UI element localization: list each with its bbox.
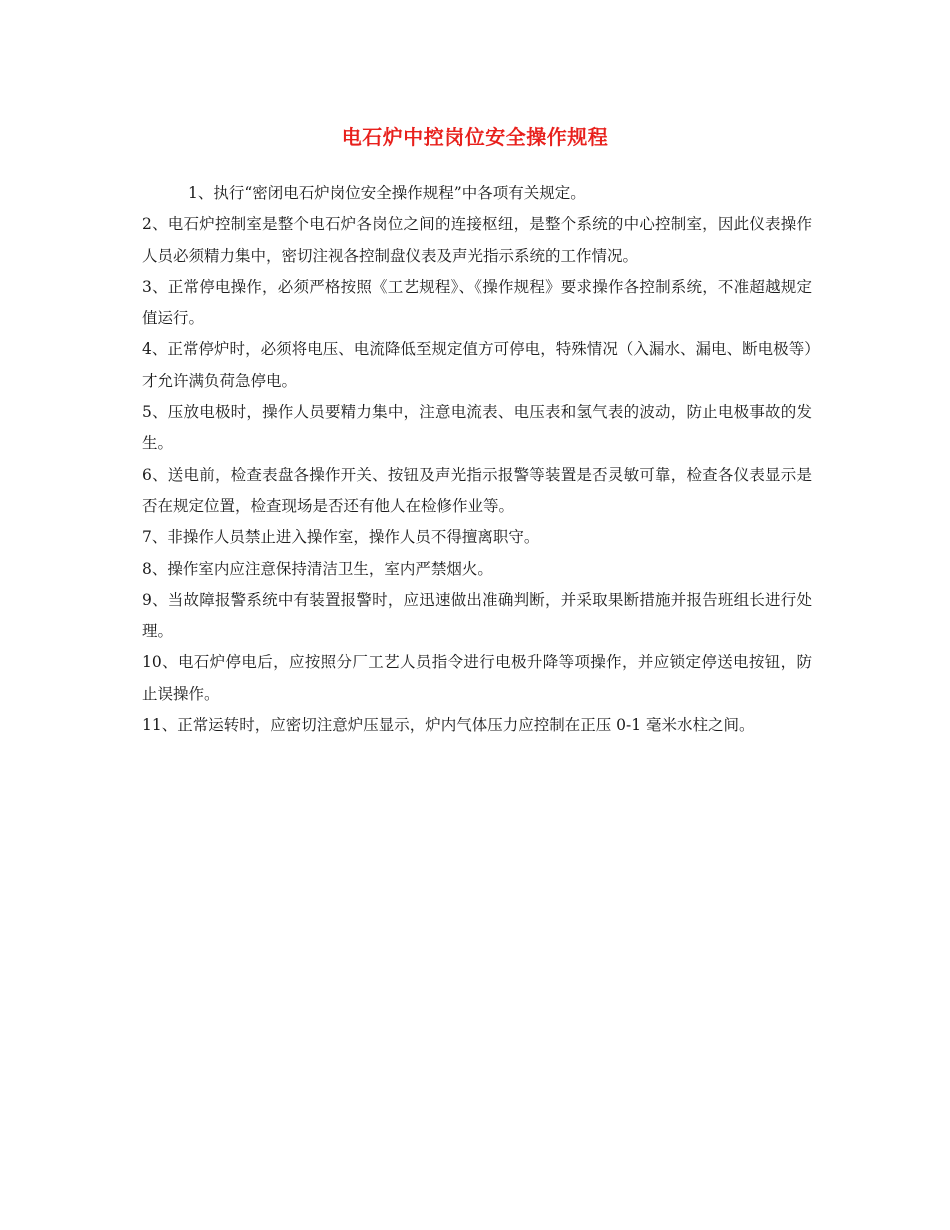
paragraph-8: 8、操作室内应注意保持清洁卫生，室内严禁烟火。 xyxy=(142,559,493,578)
paragraph-2: 2、电石炉控制室是整个电石炉各岗位之间的连接枢纽，是整个系统的中心控制室，因此仪表操作人员必须精力集中，密切注视各控制盘仪表及声光指示系统的工作情况。 xyxy=(142,215,812,265)
paragraph-6: 6、送电前，检查表盘各操作开关、按钮及声光指示报警等装置是否灵敏可靠，检查各仪表显示是否在规定位置，检查现场是否还有他人在检修作业等。 xyxy=(142,465,812,515)
document-title: 电石炉中控岗位安全操作规程 xyxy=(341,125,609,149)
paragraph-9: 9、当故障报警系统中有装置报警时，应迅速做出准确判断，并采取果断措施并报告班组长进行处理。 xyxy=(142,590,812,641)
paragraph-10: 10、电石炉停电后，应按照分厂工艺人员指令进行电极升降等项操作，并应锁定停送电按钮，防止误操作。 xyxy=(142,653,812,703)
paragraph-11: 11、正常运转时，应密切注意炉压显示，炉内气体压力应控制在正压 0-1 毫米水柱之间。 xyxy=(142,716,755,735)
paragraph-5: 5、压放电极时，操作人员要精力集中，注意电流表、电压表和氢气表的波动，防止电极事故的发生。 xyxy=(142,403,812,453)
paragraph-1: 1、执行“密闭电石炉岗位安全操作规程”中各项有关规定。 xyxy=(188,184,586,202)
paragraph-7: 7、非操作人员禁止进入操作室，操作人员不得擅离职守。 xyxy=(142,528,540,547)
document-body xyxy=(142,178,812,741)
paragraph-4: 4、正常停炉时，必须将电压、电流降低至规定值方可停电，特殊情况（入漏水、漏电、断电极等）才允许满负荷急停电。 xyxy=(142,340,812,390)
paragraph-3: 3、正常停电操作，必须严格按照《工艺规程》、《操作规程》要求操作各控制系统，不准超越规定值运行。 xyxy=(142,277,812,328)
